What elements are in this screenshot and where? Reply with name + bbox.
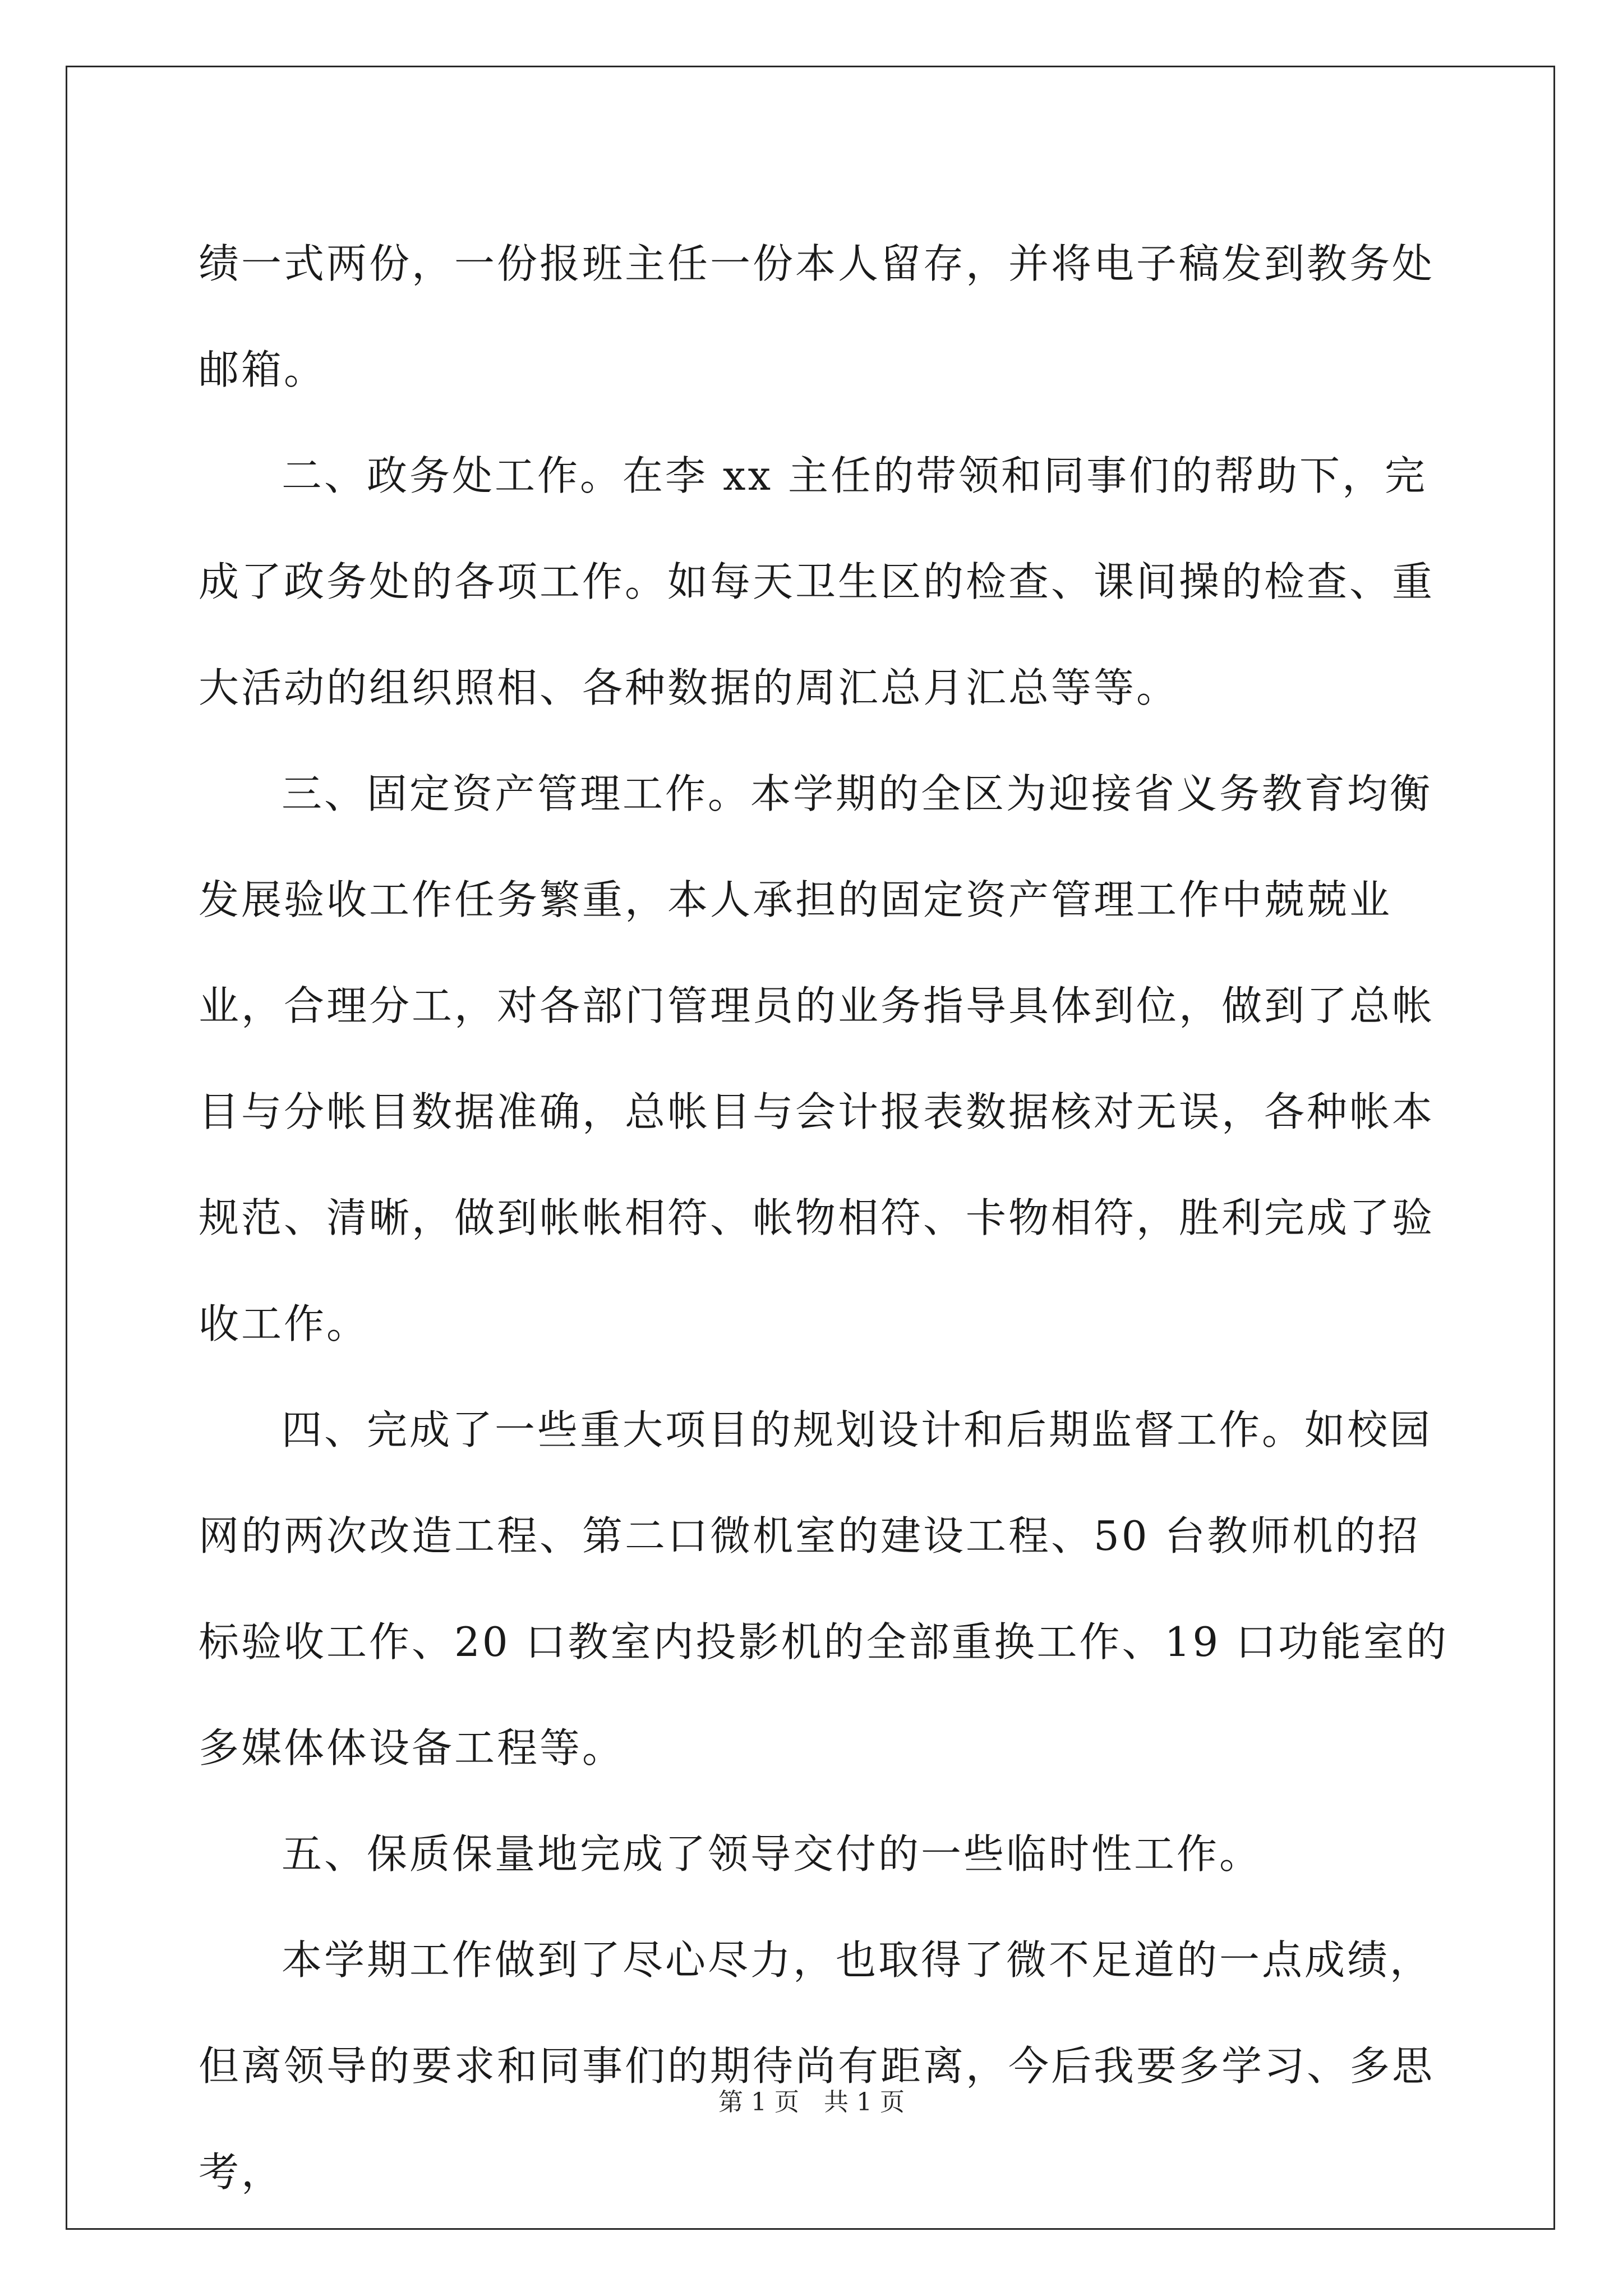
paragraph-continuation: 绩一式两份，一份报班主任一份本人留存，并将电子稿发到教务处邮箱。 (199, 240, 1435, 393)
paragraph-summary: 本学期工作做到了尽心尽力，也取得了微不足道的一点成绩，但离领导的要求和同事们的期待尚有距离，今后我要多学习、多思考， (199, 1936, 1435, 2196)
paragraph-political-office: 二、政务处工作。在李 xx 主任的带领和同事们的帮助下，完成了政务处的各项工作。如每天卫生区的检查、课间操的检查、重大活动的组织照相、各种数据的周汇总月汇总等等。 (199, 452, 1435, 711)
paragraph-major-projects: 四、完成了一些重大项目的规划设计和后期监督工作。如校园网的两次改造工程、第二口微机室的建设工程、50 台教师机的招标验收工作、20 口教室内投影机的全部重换工作、19 口功能室的多媒体体设备工程等。 (199, 1406, 1449, 1772)
page-number-footer: 第 1 页 共 1 页 (718, 2088, 905, 2116)
paragraph-temporary-tasks: 五、保质保量地完成了领导交付的一些临时性工作。 (282, 1830, 1262, 1878)
document-body (199, 211, 1455, 2225)
paragraph-fixed-assets: 三、固定资产管理工作。本学期的全区为迎接省义务教育均衡发展验收工作任务繁重，本人承担的固定资产管理工作中兢兢业业，合理分工，对各部门管理员的业务指导具体到位，做到了总帐目与分帐目数据准确，总帐目与会计报表数据核对无误，各种帐本规范、清晰，做到帐帐相符、帐物相符、卡物相符，胜利完成了验收工作。 (199, 770, 1435, 1347)
